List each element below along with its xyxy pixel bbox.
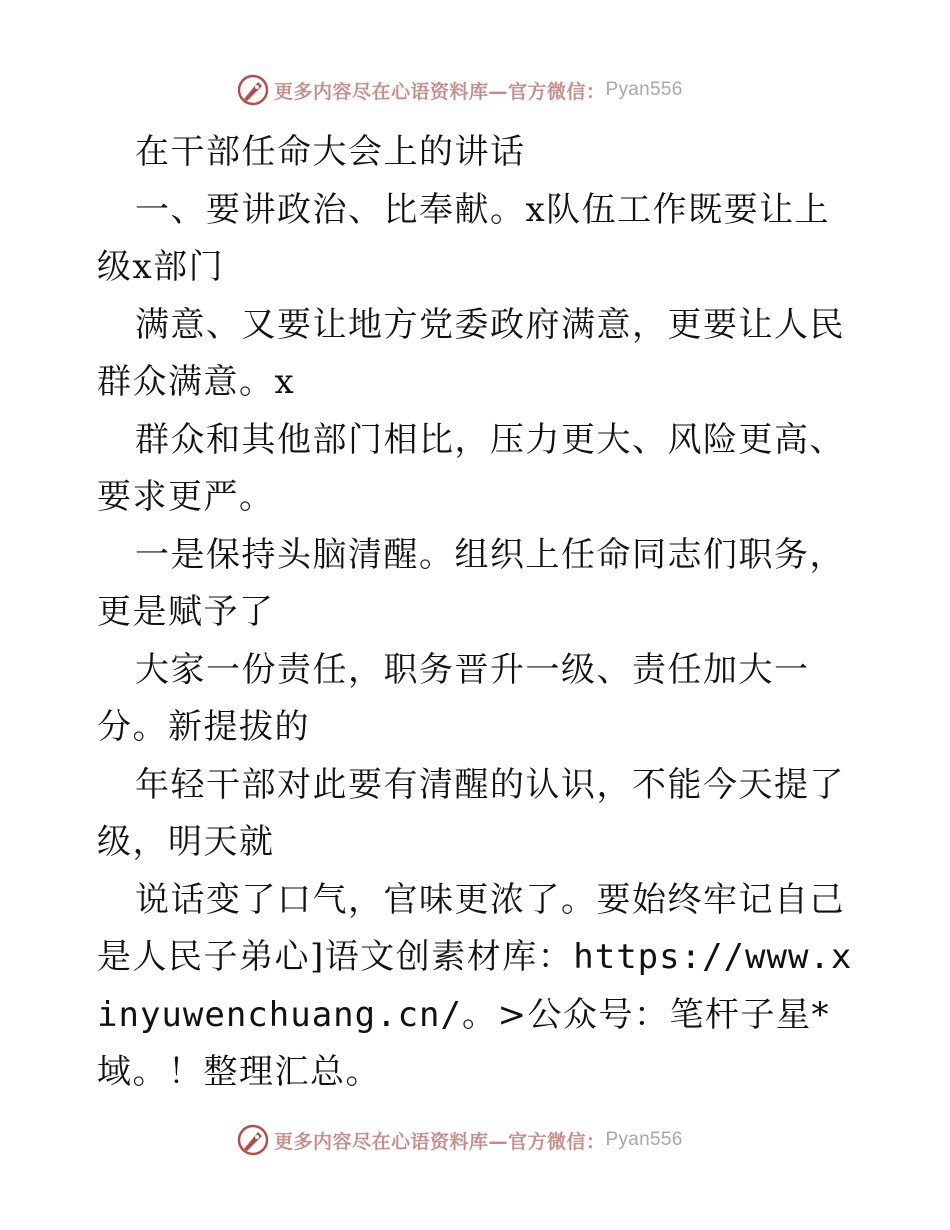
- banner-wechat-id: Pyan556: [605, 1129, 683, 1150]
- paragraph-text: 说话变了口气，官味更浓了。要始终牢记自己是人民子弟心]语文创素材库：: [97, 879, 845, 977]
- banner-wechat-id: Pyan556: [605, 79, 683, 100]
- banner-slogan: 更多内容尽在心语资料库—官方微信：: [274, 1130, 606, 1153]
- paragraph: 群众和其他部门相比，压力更大、风险更高、要求更严。: [97, 419, 845, 517]
- paragraph-last: [97, 872, 857, 1102]
- source-url-text: https://www.xinyuwenchuang.cn/: [97, 937, 853, 1035]
- paragraph-text: 。>公众号：笔杆子星*域。！整理汇总。: [97, 994, 830, 1092]
- paragraph: 大家一份责任，职务晋升一级、责任加大一分。新提拔的: [97, 649, 810, 747]
- pen-nib-logo-icon: [236, 73, 270, 107]
- document-body: [97, 124, 857, 1102]
- document-title: 在干部任命大会上的讲话: [135, 132, 526, 172]
- footer-banner: [236, 1123, 683, 1157]
- paragraph: 一是保持头脑清醒。组织上任命同志们职务，更是赋予了: [97, 534, 845, 632]
- paragraph: 年轻干部对此要有清醒的认识，不能今天提了级，明天就: [97, 764, 845, 862]
- paragraph: 满意、又要让地方党委政府满意，更要让人民群众满意。x: [97, 304, 845, 402]
- banner-slogan: 更多内容尽在心语资料库—官方微信：: [274, 80, 606, 103]
- pen-nib-logo-icon: [236, 1123, 270, 1157]
- paragraph: 一、要讲政治、比奉献。x队伍工作既要让上级x部门: [97, 189, 831, 287]
- header-banner: [236, 73, 683, 107]
